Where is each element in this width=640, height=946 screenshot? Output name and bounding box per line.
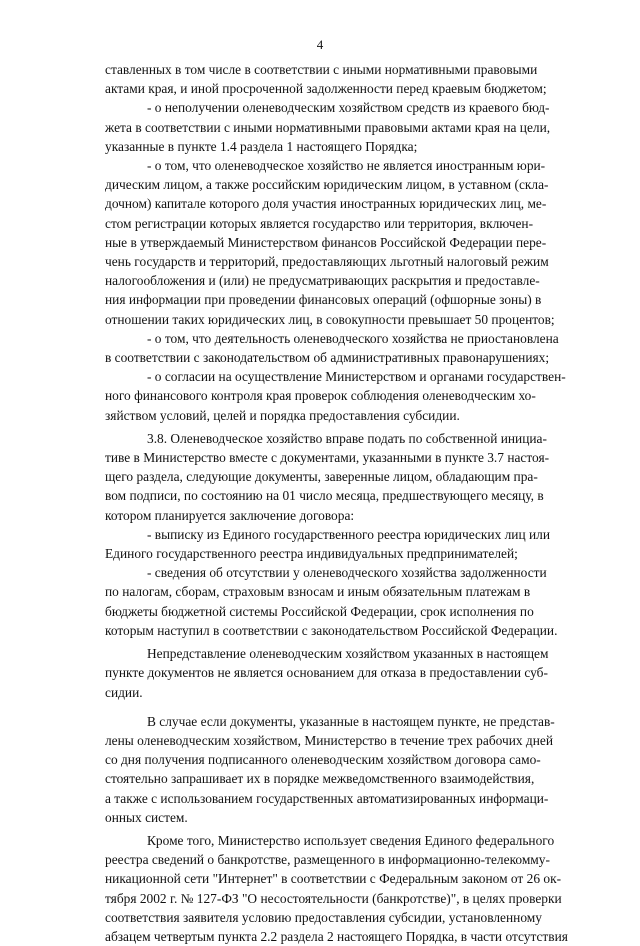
paragraph xyxy=(105,329,612,367)
text-line: реестра сведений о банкротстве, размещенного в информационно-телекомму- xyxy=(105,852,550,868)
text-line: дочном) капитале которого доля участия иностранных юридических лиц, ме- xyxy=(105,196,547,212)
text-line: ставленных в том числе в соответствии с иными нормативными правовыми xyxy=(105,62,538,77)
text-line: Непредставление оленеводческим хозяйством указанных в настоящем xyxy=(147,646,549,662)
text-line: а также с использованием государственных автоматизированных информаци- xyxy=(105,790,549,806)
text-line: - о том, что деятельность оленеводческого хозяйства не приостановлена xyxy=(147,330,559,346)
document-body xyxy=(105,60,612,946)
text-line: - о неполучении оленеводческим хозяйством средств из краевого бюд- xyxy=(147,100,550,116)
text-line: стоятельно запрашивает их в порядке межведомственного взаимодействия, xyxy=(105,771,535,787)
text-line: соответствия заявителя условию предоставления субсидии, установленному xyxy=(105,909,542,925)
text-line: ного финансового контроля края проверок соблюдения оленеводческим хо- xyxy=(105,388,536,404)
text-line: тиве в Министерство вместе с документами, указанными в пункте 3.7 настоя- xyxy=(105,450,550,466)
paragraph xyxy=(105,98,612,156)
text-line: никационной сети "Интернет" в соответствии с Федеральным законом от 26 ок- xyxy=(105,871,562,887)
text-line: абзацем четвертым пункта 2.2 раздела 2 настоящего Порядка, в части отсутствия xyxy=(105,928,568,944)
text-line: в соответствии с законодательством об административных правонарушениях; xyxy=(105,350,550,366)
text-line: Единого государственного реестра индивидуальных предпринимателей; xyxy=(105,546,518,562)
text-line: зяйством условий, целей и порядка предоставления субсидии. xyxy=(105,407,460,423)
text-line: чень государств и территорий, предоставляющих льготный налоговый режим xyxy=(105,254,549,270)
text-line: дическим лицом, а также российским юридическим лицом, в уставном (скла- xyxy=(105,177,549,193)
text-line: ные в утверждаемый Министерством финансов Российской Федерации пере- xyxy=(105,234,547,250)
text-line: вом подписи, по состоянию на 01 число месяца, предшествующего месяцу, в xyxy=(105,488,544,504)
text-line: бюджеты бюджетной системы Российской Федерации, срок исполнения по xyxy=(105,603,534,619)
paragraph xyxy=(105,644,612,702)
text-line: Кроме того, Министерство использует сведения Единого федерального xyxy=(147,832,555,848)
page-number: 4 xyxy=(316,37,324,52)
paragraph xyxy=(105,563,612,640)
text-line: В случае если документы, указанные в настоящем пункте, не представ- xyxy=(147,713,555,729)
paragraph xyxy=(105,429,612,525)
text-line: щего раздела, следующие документы, заверенные лицом, обладающим пра- xyxy=(105,469,538,485)
text-line: которым наступил в соответствии с законодательством Российской Федерации. xyxy=(105,622,558,638)
text-line: отношении таких юридических лиц, в совокупности превышает 50 процентов; xyxy=(105,311,555,327)
text-line: тября 2002 г. № 127-ФЗ "О несостоятельности (банкротстве)", в целях проверки xyxy=(105,890,562,906)
paragraph xyxy=(105,60,612,98)
text-line: 3.8. Оленеводческое хозяйство вправе подать по собственной инициа- xyxy=(147,430,547,446)
text-line: стом регистрации которых является государство или территория, включен- xyxy=(105,215,534,231)
text-line: - о согласии на осуществление Министерством и органами государствен- xyxy=(147,369,566,385)
text-line: котором планируется заключение договора: xyxy=(105,507,355,523)
text-line: сидии. xyxy=(105,684,143,700)
text-line: пункте документов не является основанием для отказа в предоставлении суб- xyxy=(105,665,548,681)
paragraph xyxy=(105,712,612,827)
text-line: жета в соответствии с иными нормативными правовыми актами края на цели, xyxy=(105,119,551,135)
text-line: ния информации при проведении финансовых операций (офшорные зоны) в xyxy=(105,292,542,308)
text-line: - о том, что оленеводческое хозяйство не является иностранным юри- xyxy=(147,158,546,174)
text-line: со дня получения подписанного оленеводческим хозяйством договора само- xyxy=(105,752,541,768)
paragraph xyxy=(105,156,612,329)
text-line: налогообложения и (или) не предусматривающих раскрытия и предоставле- xyxy=(105,273,540,289)
text-line: - выписку из Единого государственного реестра юридических лиц или xyxy=(147,526,551,542)
text-line: лены оленеводческим хозяйством, Министерство в течение трех рабочих дней xyxy=(105,732,554,748)
text-line: по налогам, сборам, страховым взносам и иным обязательным платежам в xyxy=(105,584,531,600)
paragraph xyxy=(105,525,612,563)
text-line: указанные в пункте 1.4 раздела 1 настоящего Порядка; xyxy=(105,138,418,154)
paragraph xyxy=(105,831,612,946)
text-line: актами края, и иной просроченной задолженности перед краевым бюджетом; xyxy=(105,81,547,97)
paragraph xyxy=(105,367,612,425)
text-line: - сведения об отсутствии у оленеводческого хозяйства задолженности xyxy=(147,565,547,581)
text-line: онных систем. xyxy=(105,809,188,825)
